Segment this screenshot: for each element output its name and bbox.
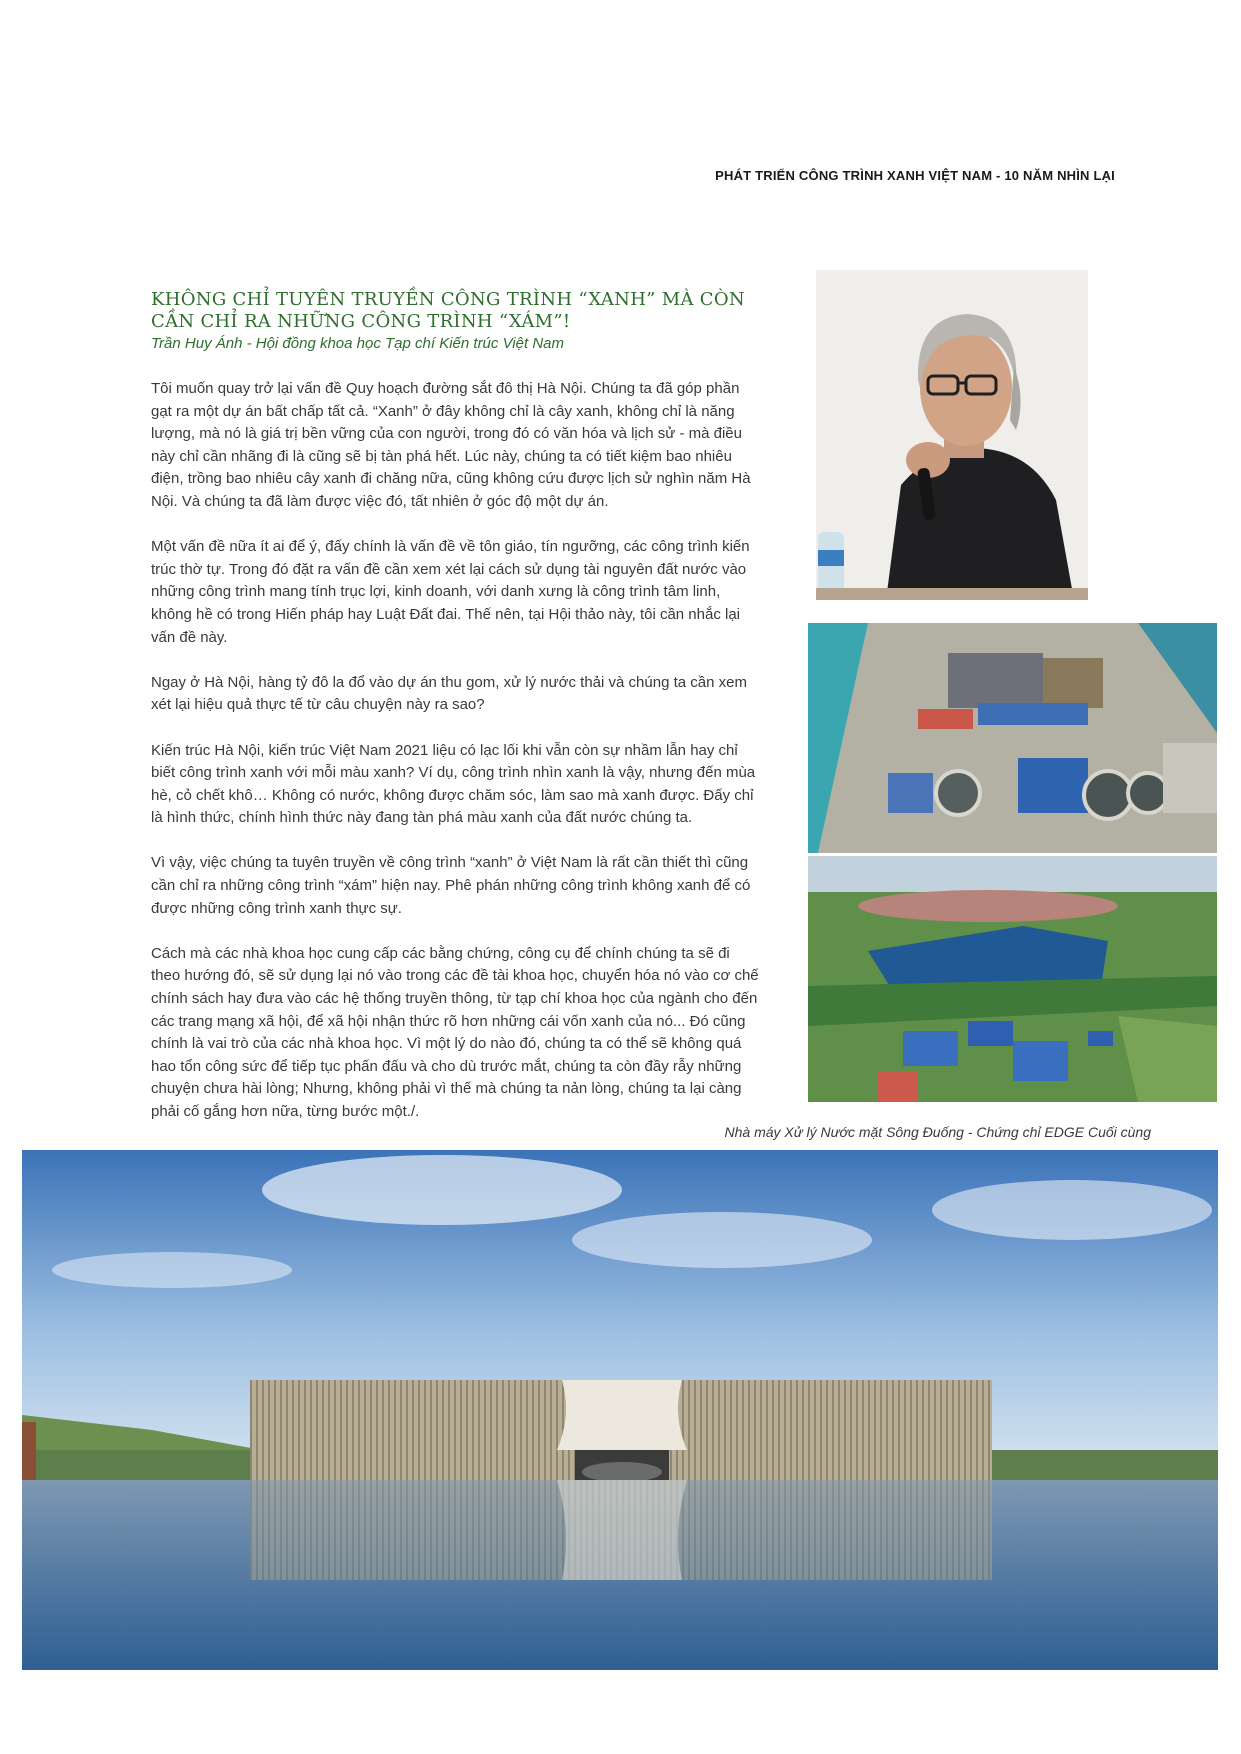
article-title: KHÔNG CHỈ TUYÊN TRUYỀN CÔNG TRÌNH “XANH” MÀ CÒN CẦN CHỈ RA NHỮNG CÔNG TRÌNH “XÁM”! <box>151 289 745 332</box>
paragraph: Tôi muốn quay trở lại vấn đề Quy hoạch đường sắt đô thị Hà Nội. Chúng ta đã góp phần gạt ra một dự án bất chấp tất cả. “Xanh” ở đây không chỉ là cây xanh, không chỉ là năng lượng, mà nó là giá trị bền vững của con người, trong đó có văn hóa và lịch sử - mà điều này chỉ cần nhãng đi là cũng sẽ bị tàn phá hết. Lúc này, chúng ta có tiết kiệm bao nhiêu điện, trồng bao nhiêu cây xanh đi chăng nữa, cũng không cứu được lịch sử nghìn năm Hà Nội. Và chúng ta đã làm được việc đó, tất nhiên ở góc độ một dự án. <box>151 380 751 510</box>
article-byline: Trần Huy Ánh - Hội đồng khoa học Tạp chí Kiến trúc Việt Nam <box>151 335 564 352</box>
aerial-photo-reservoir <box>808 856 1217 1102</box>
paragraph: Cách mà các nhà khoa học cung cấp các bằng chứng, công cụ để chính chúng ta sẽ đi theo hướng đó, sẽ sử dụng lại nó vào trong các đề tài khoa học, chuyển hóa nó vào cơ chế chính sách hay đưa vào các hệ thống truyền thông, từ tạp chí khoa học của ngành cho đến các trang mạng xã hội, để xã hội nhận thức rõ hơn những cái vốn xanh của nó... Đó cũng chính là vai trò của các nhà khoa học. Vì một lý do nào đó, chúng ta có thể sẽ không quá hao tổn công sức để tiếp tục phấn đấu và cho dù trước mắt, chúng ta còn đầy rẫy những chuyện chưa hài lòng; Nhưng, không phải vì thế mà chúng ta nản lòng, chúng ta lại càng phải cố gắng hơn nữa, từng bước một./. <box>151 944 759 1120</box>
article-body <box>151 378 761 1146</box>
aerial-photo-treatment-plant <box>808 623 1217 853</box>
running-header: PHÁT TRIỂN CÔNG TRÌNH XANH VIỆT NAM - 10 NĂM NHÌN LẠI <box>715 168 1115 183</box>
architectural-rendering-photo <box>22 1150 1218 1670</box>
author-portrait-photo <box>816 270 1088 600</box>
paragraph: Kiến trúc Hà Nội, kiến trúc Việt Nam 2021 liệu có lạc lối khi vẫn còn sự nhầm lẫn hay chỉ biết công trình xanh với mỗi màu xanh? Ví dụ, công trình nhìn xanh là vậy, nhưng đến mùa hè, cỏ chết khô… Không có nước, không được chăm sóc, làm sao mà xanh được. Đấy chỉ là hình thức, chính hình thức này đang tàn phá màu xanh của đất nước chúng ta. <box>151 741 756 827</box>
figure-caption: Nhà máy Xử lý Nước mặt Sông Đuống - Chứng chỉ EDGE Cuối cùng <box>724 1124 1151 1140</box>
paragraph: Một vấn đề nữa ít ai để ý, đấy chính là vấn đề về tôn giáo, tín ngưỡng, các công trình kiến trúc thờ tự. Trong đó đặt ra vấn đề cần xem xét lại cách sử dụng tài nguyên đất nước vào những công trình mang tính trục lợi, kinh doanh, với danh xưng là công trình tâm linh, không hề có trong Hiến pháp hay Luật Đất đai. Thế nên, tại Hội thảo này, tôi cần nhắc lại vấn đề này. <box>151 538 750 646</box>
paragraph: Ngay ở Hà Nội, hàng tỷ đô la đổ vào dự án thu gom, xử lý nước thải và chúng ta cần xem xét lại hiệu quả thực tế từ câu chuyện này ra sao? <box>151 673 747 714</box>
paragraph: Vì vậy, việc chúng ta tuyên truyền về công trình “xanh” ở Việt Nam là rất cần thiết thì cũng cần chỉ ra những công trình “xám” hiện nay. Phê phán những công trình không xanh để có được những công trình xanh thực sự. <box>151 854 751 917</box>
